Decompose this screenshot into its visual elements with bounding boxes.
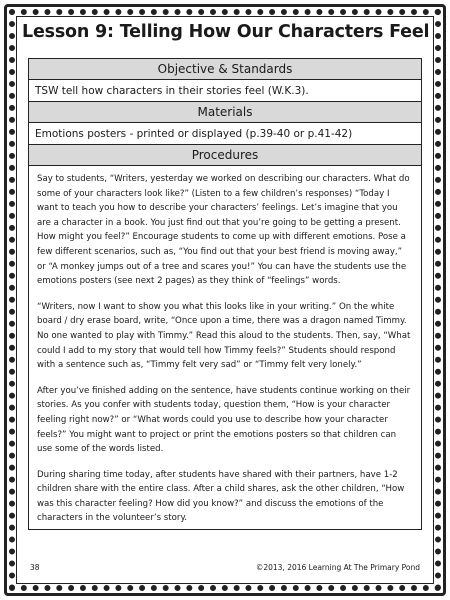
procedures-header: Procedures [29, 145, 421, 166]
objective-text: TSW tell how characters in their stories feel (W.K.3). [29, 80, 421, 102]
lesson-table [28, 58, 422, 530]
page-title: Lesson 9: Telling How Our Characters Feel [22, 22, 430, 42]
materials-header: Materials [29, 102, 421, 123]
page-number: 38 [30, 563, 40, 572]
procedure-paragraph: Say to students, “Writers, yesterday we worked on describing our characters. What do some of your characters look like?” (Listen to a few children’s responses) “Today I want to teach you how to describe your characters’ feelings. Let’s imagine that you are a character in a book. You just find out that you’re going to be getting a present. How might you feel?” Encourage students to come up with different emotions. Pose a few different scenarios, such as, “You find out that your best friend is moving away,” or “A monkey jumps out of a tree and scares you!” You can have the students use the emotions posters (see next 2 pages) as they think of “feelings” words. [37, 174, 410, 287]
materials-text: Emotions posters - printed or displayed (p.39-40 or p.41-42) [29, 123, 421, 145]
procedures-body [29, 166, 421, 526]
procedure-paragraph: After you’ve finished adding on the sentence, have students continue working on their stories. As you confer with students today, question them, “How is your character feeling right now?” or “What words could you use to describe how your character feels?” You might want to project or print the emotions posters so that children can use some of the words listed. [37, 385, 411, 455]
objective-header: Objective & Standards [29, 59, 421, 80]
copyright-notice: ©2013, 2016 Learning At The Primary Pond [255, 563, 420, 572]
procedure-paragraph: “Writers, now I want to show you what this looks like in your writing.” On the white board / dry erase board, write, “Once upon a time, there was a dragon named Timmy. No one wanted to play with Timmy.” Read this aloud to the students. Then, say, “What could I add to my story that would tell how Timmy feels?” Students should respond with a sentence such as, “Timmy felt very sad” or “Timmy felt very lonely.” [37, 301, 411, 371]
procedure-paragraph: During sharing time today, after students have shared with their partners, have 1-2 children share with the entire class. After a child shares, ask the other children, “How was this character feeling? How did you know?” and discuss the emotions of the characters in the volunteer’s story. [37, 469, 405, 524]
